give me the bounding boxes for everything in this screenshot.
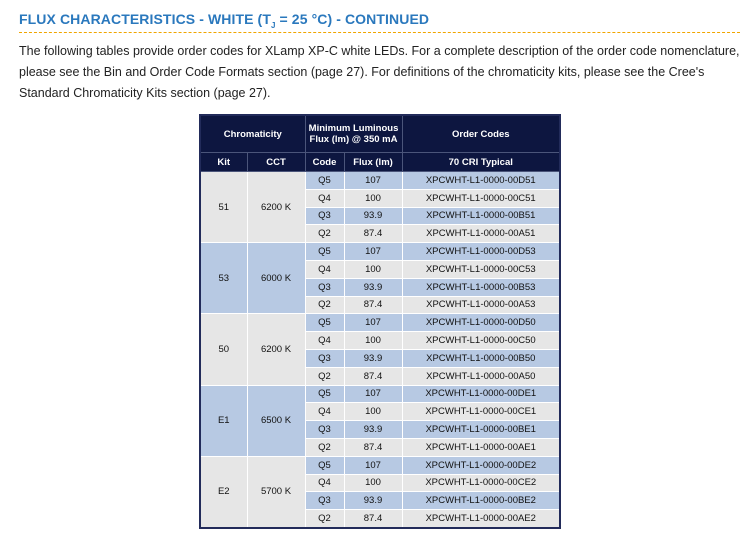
order-code-cell: XPCWHT-L1-0000-00B50 xyxy=(402,349,560,367)
order-code-cell: XPCWHT-L1-0000-00C53 xyxy=(402,260,560,278)
flux-cell: 87.4 xyxy=(344,438,402,456)
flux-cell: 93.9 xyxy=(344,207,402,225)
code-cell: Q5 xyxy=(305,314,344,332)
order-code-cell: XPCWHT-L1-0000-00B51 xyxy=(402,207,560,225)
section-heading xyxy=(19,11,429,30)
flux-cell: 107 xyxy=(344,172,402,190)
order-code-cell: XPCWHT-L1-0000-00C50 xyxy=(402,332,560,350)
table-row xyxy=(200,385,560,403)
heading-divider xyxy=(19,32,740,33)
code-cell: Q2 xyxy=(305,438,344,456)
flux-cell: 100 xyxy=(344,474,402,492)
flux-cell: 87.4 xyxy=(344,225,402,243)
flux-cell: 107 xyxy=(344,456,402,474)
header-cri: 70 CRI Typical xyxy=(402,153,560,172)
table-row xyxy=(200,456,560,474)
flux-cell: 100 xyxy=(344,403,402,421)
code-cell: Q4 xyxy=(305,474,344,492)
order-code-cell: XPCWHT-L1-0000-00D51 xyxy=(402,172,560,190)
order-code-cell: XPCWHT-L1-0000-00A50 xyxy=(402,367,560,385)
order-code-cell: XPCWHT-L1-0000-00D53 xyxy=(402,243,560,261)
flux-cell: 87.4 xyxy=(344,296,402,314)
cct-cell: 6500 K xyxy=(247,385,305,456)
order-code-cell: XPCWHT-L1-0000-00AE1 xyxy=(402,438,560,456)
header-cct: CCT xyxy=(247,153,305,172)
flux-cell: 87.4 xyxy=(344,510,402,528)
flux-cell: 100 xyxy=(344,332,402,350)
code-cell: Q2 xyxy=(305,225,344,243)
table-row xyxy=(200,172,560,190)
cct-cell: 6000 K xyxy=(247,243,305,314)
code-cell: Q2 xyxy=(305,296,344,314)
flux-cell: 107 xyxy=(344,243,402,261)
order-code-cell: XPCWHT-L1-0000-00A53 xyxy=(402,296,560,314)
kit-cell: E2 xyxy=(200,456,247,528)
code-cell: Q4 xyxy=(305,189,344,207)
header-flux: Flux (lm) xyxy=(344,153,402,172)
order-code-cell: XPCWHT-L1-0000-00CE2 xyxy=(402,474,560,492)
kit-cell: E1 xyxy=(200,385,247,456)
header-order-codes: Order Codes xyxy=(402,115,560,153)
code-cell: Q4 xyxy=(305,260,344,278)
code-cell: Q5 xyxy=(305,172,344,190)
flux-cell: 93.9 xyxy=(344,492,402,510)
heading-suffix: = 25 °C) - CONTINUED xyxy=(275,11,430,27)
header-min-flux: Minimum Luminous Flux (lm) @ 350 mA xyxy=(305,115,402,153)
code-cell: Q3 xyxy=(305,207,344,225)
cct-cell: 6200 K xyxy=(247,172,305,243)
header-kit: Kit xyxy=(200,153,247,172)
order-code-cell: XPCWHT-L1-0000-00C51 xyxy=(402,189,560,207)
intro-paragraph: The following tables provide order codes for XLamp XP-C white LEDs. For a complete description of the order code nomenclature, please see the Bin and Order Code Formats section (page 27). For definitions of the chromaticity kits, please see the Cree's Standard Chromaticity Kits section (page 27). xyxy=(19,44,740,100)
flux-cell: 107 xyxy=(344,314,402,332)
header-chromaticity: Chromaticity xyxy=(200,115,305,153)
order-codes-table xyxy=(199,114,561,529)
header-code: Code xyxy=(305,153,344,172)
order-code-cell: XPCWHT-L1-0000-00DE1 xyxy=(402,385,560,403)
table-row xyxy=(200,314,560,332)
flux-cell: 100 xyxy=(344,189,402,207)
order-code-cell: XPCWHT-L1-0000-00BE2 xyxy=(402,492,560,510)
order-code-cell: XPCWHT-L1-0000-00BE1 xyxy=(402,421,560,439)
code-cell: Q4 xyxy=(305,332,344,350)
code-cell: Q2 xyxy=(305,510,344,528)
cct-cell: 5700 K xyxy=(247,456,305,528)
kit-cell: 51 xyxy=(200,172,247,243)
code-cell: Q3 xyxy=(305,421,344,439)
order-code-cell: XPCWHT-L1-0000-00CE1 xyxy=(402,403,560,421)
code-cell: Q3 xyxy=(305,278,344,296)
table-row xyxy=(200,243,560,261)
order-code-cell: XPCWHT-L1-0000-00DE2 xyxy=(402,456,560,474)
code-cell: Q2 xyxy=(305,367,344,385)
flux-cell: 100 xyxy=(344,260,402,278)
order-code-cell: XPCWHT-L1-0000-00D50 xyxy=(402,314,560,332)
code-cell: Q3 xyxy=(305,349,344,367)
kit-cell: 53 xyxy=(200,243,247,314)
heading-prefix: FLUX CHARACTERISTICS - WHITE (T xyxy=(19,11,271,27)
code-cell: Q5 xyxy=(305,456,344,474)
order-code-cell: XPCWHT-L1-0000-00AE2 xyxy=(402,510,560,528)
code-cell: Q4 xyxy=(305,403,344,421)
flux-cell: 93.9 xyxy=(344,349,402,367)
order-code-cell: XPCWHT-L1-0000-00A51 xyxy=(402,225,560,243)
flux-cell: 93.9 xyxy=(344,421,402,439)
code-cell: Q3 xyxy=(305,492,344,510)
code-cell: Q5 xyxy=(305,243,344,261)
order-code-cell: XPCWHT-L1-0000-00B53 xyxy=(402,278,560,296)
flux-cell: 93.9 xyxy=(344,278,402,296)
heading-subscript: J xyxy=(270,20,276,30)
flux-cell: 107 xyxy=(344,385,402,403)
kit-cell: 50 xyxy=(200,314,247,385)
flux-cell: 87.4 xyxy=(344,367,402,385)
code-cell: Q5 xyxy=(305,385,344,403)
cct-cell: 6200 K xyxy=(247,314,305,385)
